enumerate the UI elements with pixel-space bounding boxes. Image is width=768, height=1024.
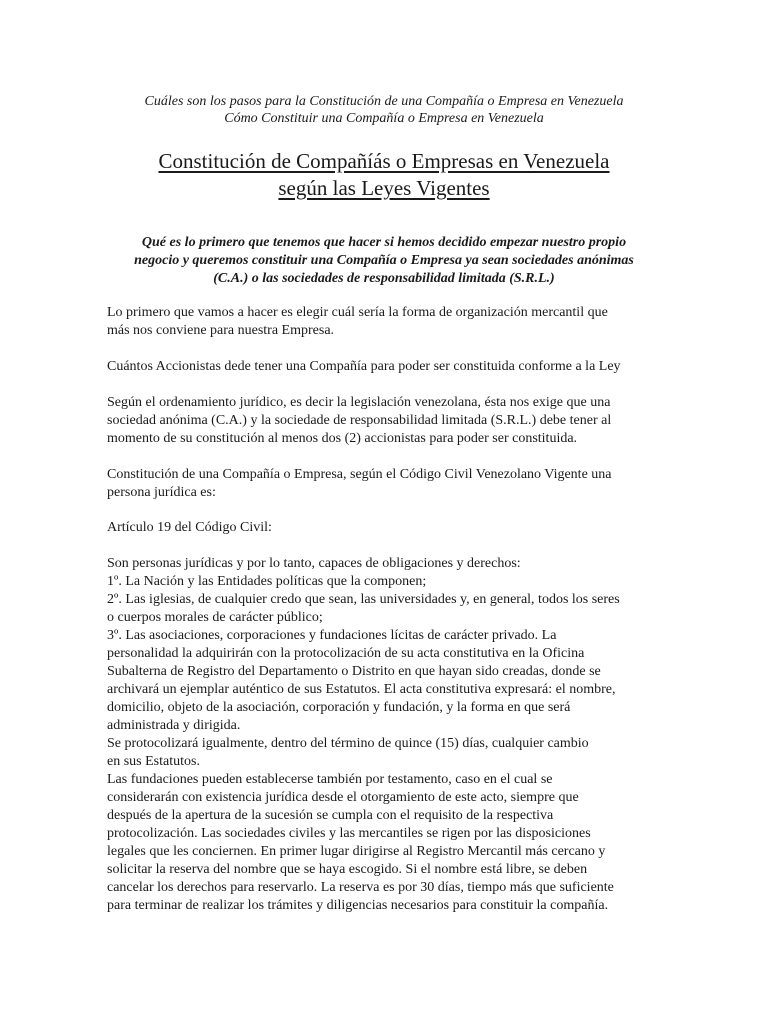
text-line: Son personas jurídicas y por lo tanto, capaces de obligaciones y derechos:	[107, 556, 521, 571]
title-line-1: Constitución de Compañíás o Empresas en Venezuela	[158, 149, 610, 173]
subtitle-steps: Cuáles son los pasos para la Constitución de una Compañía o Empresa en Venezuela	[144, 94, 624, 109]
text-line: protocolización. Las sociedades civiles y las mercantiles se rigen por las disposiciones	[107, 826, 591, 841]
text-line: Constitución de una Compañía o Empresa, según el Código Civil Venezolano Vigente una	[107, 467, 612, 482]
text-line: persona jurídica es:	[107, 485, 216, 500]
paragraph-legal-requirement	[107, 394, 667, 448]
text-line: Las fundaciones pueden establecerse también por testamento, caso en el cual se	[107, 772, 553, 787]
text-line: considerarán con existencia jurídica desde el otorgamiento de este acto, siempre que	[107, 790, 579, 805]
text-line: Se protocolizará igualmente, dentro del término de quince (15) días, cualquier cambio	[107, 736, 589, 751]
text-line: legales que les conciernen. En primer lugar dirigirse al Registro Mercantil más cercano y	[107, 844, 606, 859]
page-title	[80, 148, 688, 202]
text-line: Artículo 19 del Código Civil:	[107, 520, 272, 535]
text-line: después de la apertura de la sucesión se cumpla con el requisito de la respectiva	[107, 808, 554, 823]
question-line: negocio y queremos constituir una Compañía o Empresa ya sean sociedades anónimas	[134, 253, 634, 268]
text-line: archivará un ejemplar auténtico de sus Estatutos. El acta constitutiva expresará: el nombre,	[107, 682, 616, 697]
text-line: sociedad anónima (C.A.) y la sociedade de responsabilidad limitada (S.R.L.) debe tener al	[107, 413, 612, 428]
text-line: o cuerpos morales de carácter público;	[107, 610, 323, 625]
paragraph-article-19	[107, 519, 667, 537]
text-line: solicitar la reserva del nombre que se haya escogido. Si el nombre está libre, se deben	[107, 862, 588, 877]
text-line: Lo primero que vamos a hacer es elegir cuál sería la forma de organización mercantil que	[107, 305, 608, 320]
text-line: personalidad la adquirirán con la protocolización de su acta constitutiva en la Oficina	[107, 646, 585, 661]
text-line: 1º. La Nación y las Entidades políticas que la componen;	[107, 574, 427, 589]
text-line: momento de su constitución al menos dos (2) accionistas para poder ser constituida.	[107, 431, 578, 446]
text-line: más nos conviene para nuestra Empresa.	[107, 323, 335, 338]
subtitle-how-to: Cómo Constituir una Compañía o Empresa en Venezuela	[224, 111, 544, 126]
paragraph-organization-form	[107, 304, 667, 340]
text-line: Subalterna de Registro del Departamento o Distrito en que hayan sido creadas, donde se	[107, 664, 601, 679]
text-line: domicilio, objeto de la asociación, corporación y fundación, y la forma en que será	[107, 700, 571, 715]
text-line: cancelar los derechos para reservarlo. La reserva es por 30 días, tiempo más que suficiente	[107, 880, 614, 895]
text-line: Según el ordenamiento jurídico, es decir la legislación venezolana, ésta nos exige que una	[107, 395, 611, 410]
text-line: administrada y dirigida.	[107, 718, 241, 733]
title-line-2: según las Leyes Vigentes	[278, 176, 490, 200]
paragraph-civil-code-intro	[107, 466, 667, 502]
question-heading	[108, 234, 660, 288]
question-line: Qué es lo primero que tenemos que hacer si hemos decidido empezar nuestro propio	[141, 235, 627, 250]
paragraph-shareholders-question	[107, 358, 667, 376]
text-line: en sus Estatutos.	[107, 754, 200, 769]
question-line: (C.A.) o las sociedades de responsabilidad limitada (S.R.L.)	[213, 271, 555, 286]
text-line: 2º. Las iglesias, de cualquier credo que sean, las universidades y, en general, todos los seres	[107, 592, 620, 607]
text-line: Cuántos Accionistas dede tener una Compañía para poder ser constituida conforme a la Ley	[107, 359, 621, 374]
text-line: para terminar de realizar los trámites y diligencias necesarios para constituir la compañía.	[107, 898, 609, 913]
paragraph-legal-persons	[107, 555, 667, 915]
text-line: 3º. Las asociaciones, corporaciones y fundaciones lícitas de carácter privado. La	[107, 628, 557, 643]
